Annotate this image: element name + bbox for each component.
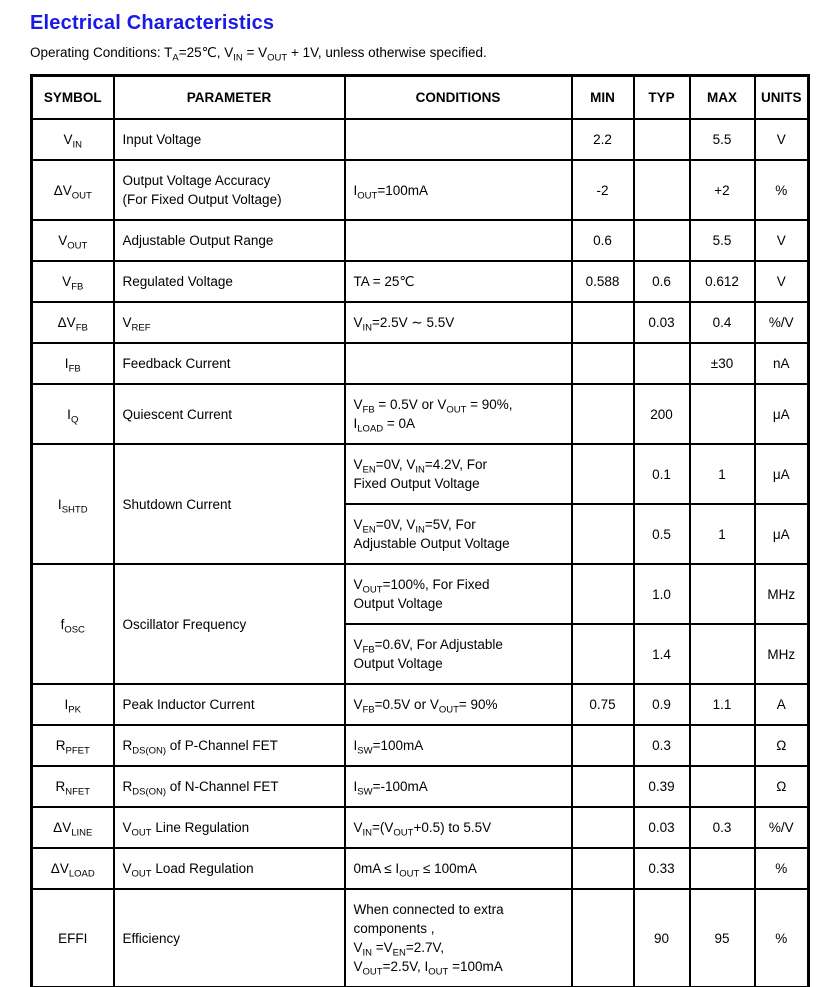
table-row [32, 725, 809, 766]
parameter-cell: Oscillator Frequency [114, 564, 345, 684]
max-cell: 1.1 [690, 684, 755, 725]
min-cell: -2 [572, 160, 634, 220]
typ-cell: 90 [634, 889, 690, 987]
table-body [32, 119, 809, 987]
symbol-cell: $I_{SHTD}$ [32, 444, 114, 564]
min-cell [572, 889, 634, 987]
conditions-cell: $I_{OUT}=100mA$ [345, 160, 572, 220]
min-cell [572, 384, 634, 444]
symbol-cell: $V_{IN}$ [32, 119, 114, 160]
min-cell [572, 343, 634, 384]
conditions-cell: $V_{EN}=0V$, $V_{IN}=4.2V$, For Fixed Output Voltage [345, 444, 572, 504]
typ-cell: 200 [634, 384, 690, 444]
max-cell [690, 624, 755, 684]
typ-cell: 0.33 [634, 848, 690, 889]
min-cell: 0.6 [572, 220, 634, 261]
symbol-cell: $\Delta V_{LINE}$ [32, 807, 114, 848]
header-symbol: SYMBOL [32, 76, 114, 120]
min-cell [572, 504, 634, 564]
table-row [32, 220, 809, 261]
parameter-cell: Quiescent Current [114, 384, 345, 444]
min-cell [572, 302, 634, 343]
max-cell: 5.5 [690, 119, 755, 160]
parameter-cell: Output Voltage Accuracy (For Fixed Output Voltage) [114, 160, 345, 220]
conditions-cell: $V_{IN}=(V_{OUT}+0.5)$ to 5.5V [345, 807, 572, 848]
units-cell: % [755, 160, 809, 220]
conditions-cell [345, 220, 572, 261]
typ-cell [634, 343, 690, 384]
conditions-cell: $V_{FB}=0.5V$ or $V_{OUT}= 90\%$ [345, 684, 572, 725]
parameter-cell: $V_{REF}$ [114, 302, 345, 343]
table-row [32, 160, 809, 220]
parameter-cell: $R_{DS(ON)}$ of N-Channel FET [114, 766, 345, 807]
max-cell: 0.4 [690, 302, 755, 343]
units-cell: μA [755, 384, 809, 444]
parameter-cell: Feedback Current [114, 343, 345, 384]
units-cell: V [755, 220, 809, 261]
max-cell [690, 848, 755, 889]
conditions-cell: $V_{IN}=2.5V$ ∼ 5.5V [345, 302, 572, 343]
conditions-cell: TA = 25℃ [345, 261, 572, 302]
symbol-cell: $\Delta V_{OUT}$ [32, 160, 114, 220]
table-row [32, 302, 809, 343]
min-cell [572, 725, 634, 766]
conditions-cell [345, 119, 572, 160]
table-row [32, 119, 809, 160]
symbol-cell: $R_{PFET}$ [32, 725, 114, 766]
parameter-cell: Input Voltage [114, 119, 345, 160]
min-cell: 0.75 [572, 684, 634, 725]
min-cell [572, 766, 634, 807]
symbol-cell: $\Delta V_{LOAD}$ [32, 848, 114, 889]
parameter-cell: $R_{DS(ON)}$ of P-Channel FET [114, 725, 345, 766]
typ-cell: 0.6 [634, 261, 690, 302]
parameter-cell: $V_{OUT}$ Line Regulation [114, 807, 345, 848]
min-cell [572, 848, 634, 889]
max-cell: 0.3 [690, 807, 755, 848]
max-cell [690, 564, 755, 624]
units-cell: nA [755, 343, 809, 384]
symbol-cell: $I_{FB}$ [32, 343, 114, 384]
max-cell: 0.612 [690, 261, 755, 302]
max-cell: 1 [690, 444, 755, 504]
units-cell: μA [755, 504, 809, 564]
table-row [32, 261, 809, 302]
typ-cell: 0.39 [634, 766, 690, 807]
table-row [32, 807, 809, 848]
max-cell [690, 766, 755, 807]
max-cell [690, 725, 755, 766]
symbol-cell: $I_Q$ [32, 384, 114, 444]
conditions-cell: $I_{SW}=-100mA$ [345, 766, 572, 807]
typ-cell [634, 220, 690, 261]
conditions-cell: $V_{EN}=0V$, $V_{IN}=5V$, For Adjustable Output Voltage [345, 504, 572, 564]
typ-cell: 1.0 [634, 564, 690, 624]
header-typ: TYP [634, 76, 690, 120]
header-parameter: PARAMETER [114, 76, 345, 120]
typ-cell [634, 160, 690, 220]
conditions-cell: $V_{OUT}=100\%$, For Fixed Output Voltage [345, 564, 572, 624]
units-cell: Ω [755, 725, 809, 766]
units-cell: %/V [755, 807, 809, 848]
conditions-cell: $V_{FB} = 0.5V$ or $V_{OUT} = 90\%$, $I_{LOAD} = 0A$ [345, 384, 572, 444]
units-cell: % [755, 848, 809, 889]
parameter-cell: $V_{OUT}$ Load Regulation [114, 848, 345, 889]
units-cell: %/V [755, 302, 809, 343]
min-cell [572, 807, 634, 848]
max-cell [690, 384, 755, 444]
units-cell: MHz [755, 624, 809, 684]
units-cell: % [755, 889, 809, 987]
page-title: Electrical Characteristics [30, 12, 275, 34]
units-cell: MHz [755, 564, 809, 624]
electrical-characteristics-table [30, 74, 810, 987]
conditions-cell: $I_{SW}=100mA$ [345, 725, 572, 766]
symbol-cell: $R_{NFET}$ [32, 766, 114, 807]
units-cell: A [755, 684, 809, 725]
parameter-cell: Peak Inductor Current [114, 684, 345, 725]
typ-cell: 0.03 [634, 302, 690, 343]
typ-cell: 0.3 [634, 725, 690, 766]
table-row [32, 343, 809, 384]
parameter-cell: Shutdown Current [114, 444, 345, 564]
typ-cell: 0.1 [634, 444, 690, 504]
table-row [32, 444, 809, 504]
typ-cell: 1.4 [634, 624, 690, 684]
header-units: UNITS [755, 76, 809, 120]
max-cell: 5.5 [690, 220, 755, 261]
conditions-cell [345, 343, 572, 384]
table-row [32, 848, 809, 889]
min-cell: 2.2 [572, 119, 634, 160]
table-header [32, 76, 809, 120]
typ-cell: 0.9 [634, 684, 690, 725]
symbol-cell: $f_{OSC}$ [32, 564, 114, 684]
header-min: MIN [572, 76, 634, 120]
header-max: MAX [690, 76, 755, 120]
symbol-cell: $\Delta V_{FB}$ [32, 302, 114, 343]
min-cell [572, 444, 634, 504]
max-cell: +2 [690, 160, 755, 220]
table-row [32, 766, 809, 807]
conditions-cell: $V_{FB}=0.6V$, For Adjustable Output Voltage [345, 624, 572, 684]
min-cell [572, 564, 634, 624]
table-row [32, 384, 809, 444]
units-cell: V [755, 261, 809, 302]
symbol-cell: $V_{OUT}$ [32, 220, 114, 261]
conditions-cell: When connected to extra components , $V_{IN} =V_{EN}=2.7V$, $V_{OUT}=2.5V$, $I_{OUT} =100mA$ [345, 889, 572, 987]
max-cell: 1 [690, 504, 755, 564]
symbol-cell: $V_{FB}$ [32, 261, 114, 302]
max-cell: 95 [690, 889, 755, 987]
symbol-cell: $I_{PK}$ [32, 684, 114, 725]
symbol-cell: EFFI [32, 889, 114, 987]
min-cell [572, 624, 634, 684]
parameter-cell: Adjustable Output Range [114, 220, 345, 261]
min-cell: 0.588 [572, 261, 634, 302]
typ-cell: 0.5 [634, 504, 690, 564]
parameter-cell: Regulated Voltage [114, 261, 345, 302]
typ-cell: 0.03 [634, 807, 690, 848]
units-cell: Ω [755, 766, 809, 807]
typ-cell [634, 119, 690, 160]
operating-conditions-note: Operating Conditions: $T_A=25℃$, $V_{IN} = V_{OUT} + 1V$, unless otherwise specified. [30, 45, 487, 64]
parameter-cell: Efficiency [114, 889, 345, 987]
table-row [32, 889, 809, 987]
conditions-cell: $0mA \le I_{OUT} \le 100mA$ [345, 848, 572, 889]
max-cell: ±30 [690, 343, 755, 384]
units-cell: V [755, 119, 809, 160]
header-row [32, 76, 809, 120]
header-conditions: CONDITIONS [345, 76, 572, 120]
units-cell: μA [755, 444, 809, 504]
table-row [32, 564, 809, 624]
table-row [32, 684, 809, 725]
